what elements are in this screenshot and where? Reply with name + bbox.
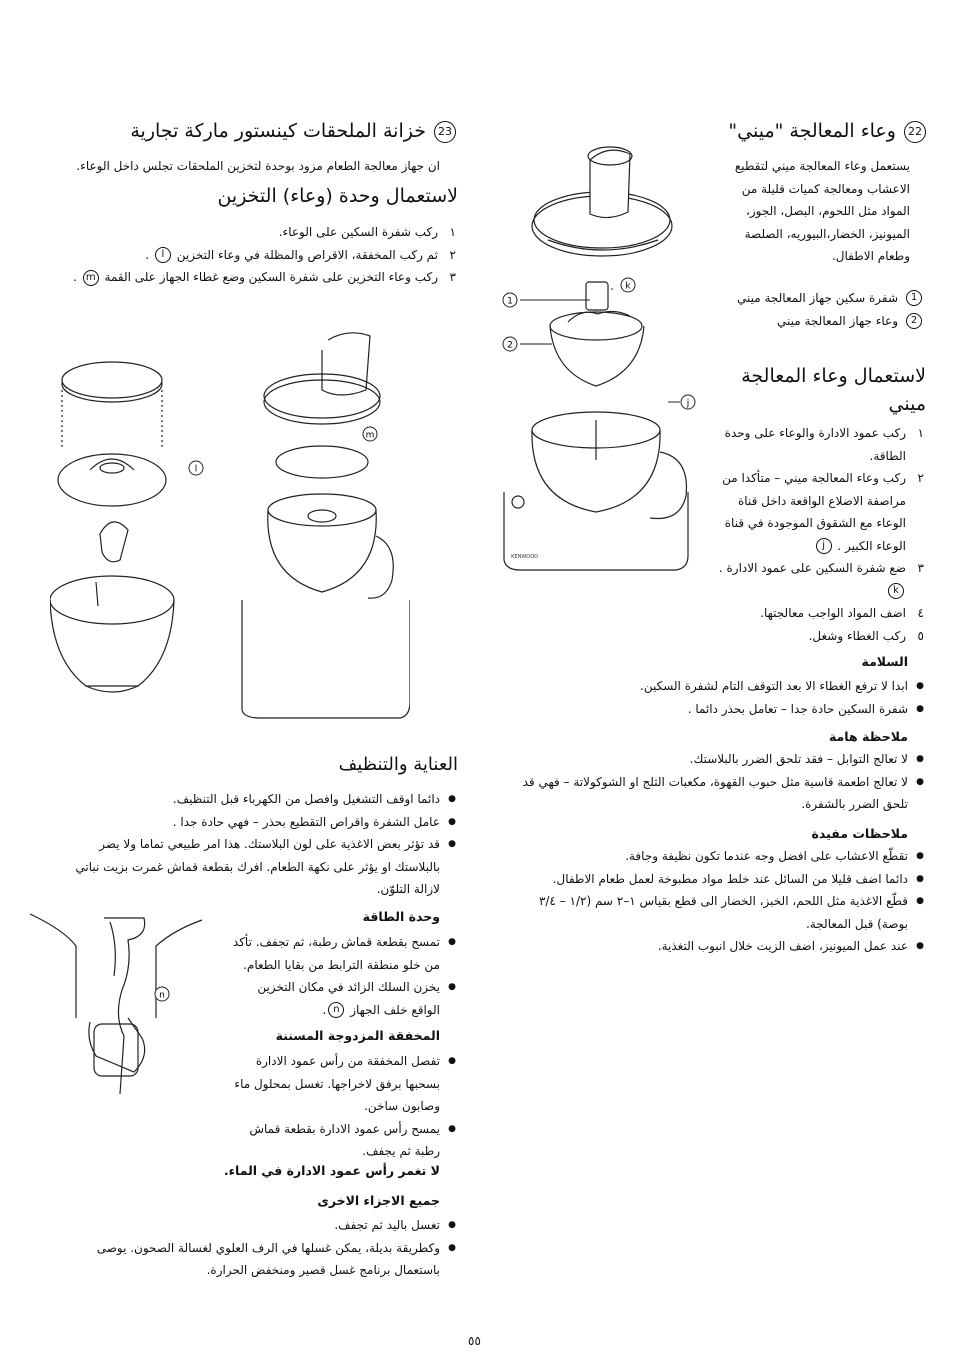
list-item: ● شفرة السكين حادة جدا – تعامل بحذر دائما . [564, 698, 924, 721]
list-item: ● ابدا لا ترفع الغطاء الا بعد التوقف التام لشفرة السكين. [564, 675, 924, 698]
svg-text:j: j [686, 398, 690, 409]
list-item: ● قطّع الاغذية مثل اللحم، الخبز، الخضار الى قطع بقياس ١–٢ سم (١/٢ – ٣/٤ بوصة) قبل المعالجة. [509, 890, 924, 935]
mini-bowl-lid-illustration [532, 147, 672, 256]
callout-k [621, 278, 635, 292]
svg-text:n: n [159, 990, 165, 1001]
right-intro: يستعمل وعاء المعالجة ميني لتقطيع الاعشاب ومعالجة كميات قليلة من المواد مثل اللحوم، البصل، الجوز، الميونيز، الخضار،البيوريه، الصلصة وطعام الاطفال. [734, 159, 910, 263]
section-number-badge: 22 [904, 121, 926, 143]
care-title: العناية والتنظيف [338, 754, 458, 775]
step-item: ٣ ضع شفرة السكين على عمود الادارة . k [706, 557, 924, 602]
safety-title: السلامة [861, 654, 908, 669]
left-steps [16, 221, 456, 289]
important-title: ملاحظة هامة [828, 729, 908, 744]
right-steps [706, 422, 924, 647]
svg-text:m: m [365, 430, 375, 441]
storage-figure [50, 330, 410, 730]
list-item: ● دائما اضف قليلا من السائل عند خلط مواد مطبوخة لعمل طعام الاطفال. [509, 868, 924, 891]
svg-text:2: 2 [507, 340, 513, 351]
assembled-storage-illustration [242, 333, 410, 718]
mini-processor-figure [490, 140, 720, 580]
list-item: ● تغسل باليد ثم تجفف. [52, 1214, 456, 1237]
callout-mark: l [155, 247, 171, 263]
left-intro: ان جهاز معالجة الطعام مزود بوحدة لتخزين الملحقات تجلس داخل الوعاء. [76, 159, 440, 173]
right-legend [737, 287, 924, 332]
left-title-text: خزانة الملحقات كينستور ماركة تجارية [130, 120, 426, 142]
right-use-title: لاستعمال وعاء المعالجة ميني [741, 365, 926, 415]
callout-mark: j [816, 538, 832, 554]
list-item: ● يمسح رأس عمود الادارة بقطعة قماش رطبة ثم يجفف. [234, 1118, 456, 1163]
parts-title: جميع الاجزاء الاخرى [317, 1193, 440, 1208]
list-item: ● يخزن السلك الزائد في مكان التخزين الواقع خلف الجهاز n. [226, 976, 456, 1021]
cord-storage-figure [24, 906, 214, 1116]
svg-text:k: k [625, 281, 631, 292]
whisk-list [234, 1050, 456, 1163]
list-item: ● تفصل المخفقة من رأس عمود الادارة بسحبها برفق لاخراجها. تغسل بمحلول ماء وصابون ساخن. [234, 1050, 456, 1118]
list-item: ● لا تعالج اطعمة قاسية مثل حبوب القهوة، مكعبات الثلج او الشوكولاتة – فهي قد تلحق الضرر بالشفرة. [504, 771, 924, 816]
callout-2 [503, 337, 517, 351]
safety-list [564, 675, 924, 720]
right-title-text: وعاء المعالجة "ميني" [728, 120, 896, 142]
mini-bowl-illustration [504, 312, 688, 570]
callout-m [363, 427, 377, 441]
tips-title: ملاحظات مفيدة [811, 826, 908, 841]
step-item: ٤ اضف المواد الواجب معالجتها. [760, 606, 924, 620]
tips-list [509, 845, 924, 958]
callout-mark: n [328, 1002, 344, 1018]
list-item: ● عامل الشفرة واقراص التقطيع بحذر – فهي حادة جدا . [52, 811, 456, 834]
exploded-storage-illustration [50, 362, 174, 692]
power-title: وحدة الطاقة [362, 909, 440, 924]
callout-j [681, 395, 695, 409]
step-item: ٢ ثم ركب المخفقة، الاقراص والمظلة في وعاء التخزين l . [145, 247, 456, 262]
legend-item [737, 287, 924, 310]
legend-text: وعاء جهاز المعالجة ميني [777, 313, 898, 328]
svg-text:1: 1 [507, 296, 513, 307]
svg-text:l: l [194, 464, 198, 475]
legend-mark: 2 [906, 313, 922, 329]
list-item: ● تقطّع الاعشاب على افضل وجه عندما تكون نظيفة وجافة. [509, 845, 924, 868]
step-item: ٢ ركب وعاء المعالجة ميني – متأكدا من مراصفة الاضلاع الواقعة داخل قناة الوعاء مع الشقوق الموجودة في قناة الوعاء الكبير . j [722, 471, 924, 553]
list-item: ● قد تؤثر بعض الاغذية على لون البلاستك. هذا امر طبيعي تماما ولا يضر بالبلاستك او يؤثر على نكهة الطعام. افرك بقطعة قماش غمرت بزيت نباتي لازالة التلوّن. [52, 833, 456, 901]
list-item: ● وكطريقة بديلة، يمكن غسلها في الرف العلوي لغسالة الصحون. يوصى باستعمال برنامج غسل قصير ومنخفض الحرارة. [52, 1237, 456, 1282]
legend-item [737, 310, 924, 333]
callout-l [189, 461, 203, 475]
callout-mark: k [888, 583, 904, 599]
callout-n [155, 987, 169, 1001]
whisk-title: المخفقة المزدوجة المسننة [275, 1028, 440, 1043]
care-list [52, 788, 456, 901]
right-title [728, 118, 928, 144]
left-title [130, 118, 458, 144]
cord-illustration [30, 914, 202, 1094]
step-item: ٥ ركب الغطاء وشغل. [808, 628, 924, 643]
parts-list [52, 1214, 456, 1282]
page-number: ٥٥ [468, 1334, 481, 1348]
list-item: ● دائما اوقف التشغيل وافصل من الكهرباء قبل التنظيف. [52, 788, 456, 811]
section-number-badge: 23 [434, 121, 456, 143]
list-item: ● لا تعالج التوابل – فقد تلحق الضرر بالبلاستك. [504, 748, 924, 771]
power-list [226, 931, 456, 1021]
list-item: ● عند عمل الميونيز، اضف الزيت خلال انبوب التغذية. [509, 935, 924, 958]
legend-mark: 1 [906, 290, 922, 306]
left-use-title: لاستعمال وحدة (وعاء) التخزين [217, 185, 458, 207]
step-item: ١ ركب شفرة السكين على الوعاء. [278, 225, 456, 239]
list-item: ● تمسح بقطعة قماش رطبة، ثم تجفف. تأكد من خلو منطقة الترابط من بقايا الطعام. [226, 931, 456, 976]
whisk-warning: لا تغمر رأس عمود الادارة في الماء. [223, 1163, 440, 1178]
legend-text: شفرة سكين جهاز المعالجة ميني [736, 291, 898, 305]
step-item: ٣ ركب وعاء التخزين على شفرة السكين وضع غطاء الجهاز على القمة m . [73, 270, 456, 284]
important-list [504, 748, 924, 816]
mini-blade-illustration [568, 282, 630, 322]
step-item: ١ ركب عمود الادارة والوعاء على وحدة الطاقة. [724, 426, 924, 463]
brand-label: KENWOOD [511, 554, 538, 560]
callout-mark: m [83, 270, 99, 286]
callout-1 [503, 293, 517, 307]
